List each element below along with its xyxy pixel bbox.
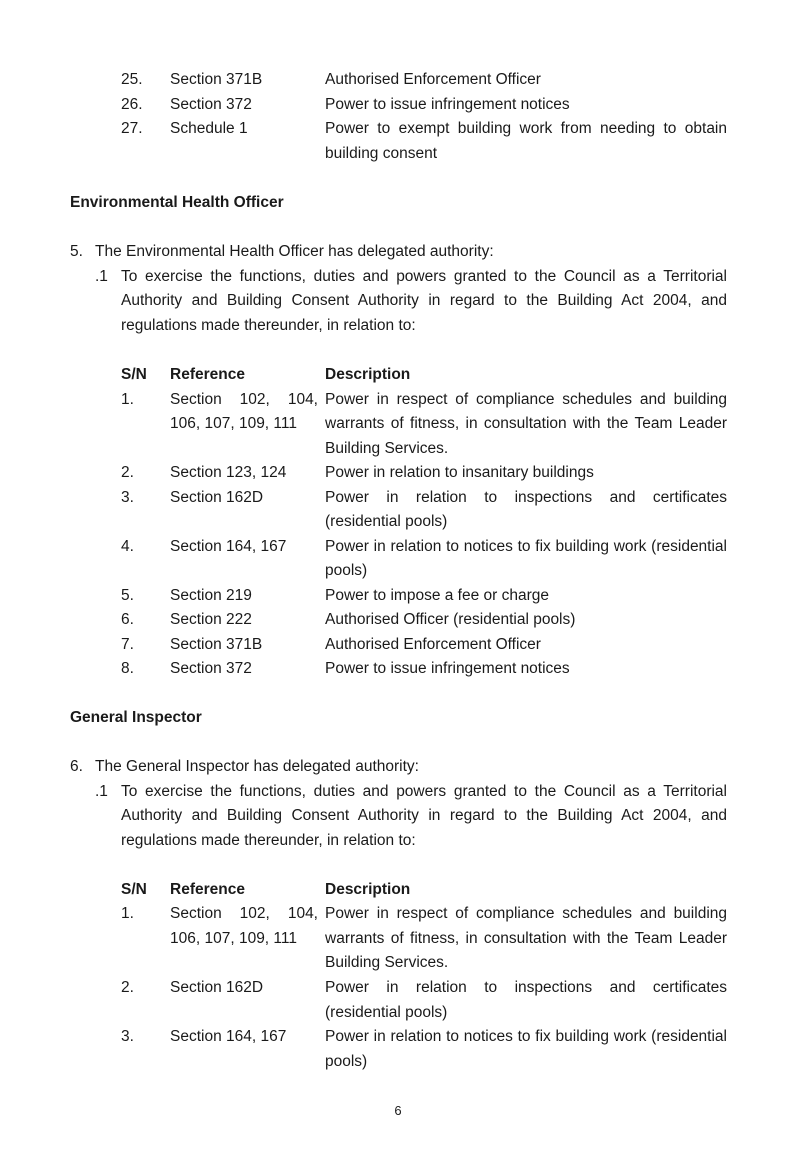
header-sn: S/N <box>121 880 147 898</box>
table-row <box>121 486 727 535</box>
table-header <box>121 363 727 388</box>
paragraph-text: The General Inspector has delegated authority: <box>95 758 419 775</box>
row-description: Power to issue infringement notices <box>325 95 570 113</box>
row-description: Power in relation to insanitary buildings <box>325 464 594 481</box>
row-reference: Section 222 <box>170 611 252 628</box>
page-number: 6 <box>394 1103 402 1118</box>
row-number: 26. <box>121 95 143 113</box>
delegation-paragraph <box>70 755 730 780</box>
section-heading-environmental-health-officer: Environmental Health Officer <box>70 194 284 211</box>
row-description: Power to issue infringement notices <box>325 660 570 677</box>
row-number: 3. <box>121 488 134 506</box>
table-row <box>121 976 727 1025</box>
row-reference: Section 162D <box>170 488 264 506</box>
row-number: 5. <box>121 586 134 604</box>
header-sn: S/N <box>121 366 147 383</box>
section-heading-general-inspector: General Inspector <box>70 709 202 726</box>
row-reference: Section 164, 167 <box>170 537 287 555</box>
row-reference: Section 219 <box>170 586 252 604</box>
table-row <box>121 68 727 93</box>
row-reference: Schedule 1 <box>170 120 248 137</box>
row-description: Power in relation to notices to fix building work (residential pools) <box>325 1028 727 1070</box>
delegation-paragraph <box>70 240 730 265</box>
row-number: 27. <box>121 120 143 137</box>
row-description: Power to exempt building work from needing to obtain building consent <box>325 120 727 162</box>
paragraph-number: 6. <box>70 758 83 775</box>
table-row <box>121 584 727 609</box>
row-number: 8. <box>121 660 134 677</box>
row-reference: Section 372 <box>170 95 252 113</box>
row-description: Authorised Enforcement Officer <box>325 71 541 88</box>
row-description: Authorised Officer (residential pools) <box>325 611 576 628</box>
row-number: 2. <box>121 979 134 996</box>
delegation-subparagraph <box>95 265 727 339</box>
paragraph-number: 5. <box>70 243 83 260</box>
row-description: Power in respect of compliance schedules and building warrants of fitness, in consultation with the Team Leader Building Services. <box>325 390 727 457</box>
row-reference: Section 123, 124 <box>170 464 287 481</box>
row-reference: Section 162D <box>170 979 264 996</box>
header-description: Description <box>325 366 411 383</box>
row-reference: Section 371B <box>170 71 263 88</box>
row-number: 25. <box>121 71 143 88</box>
subparagraph-number: .1 <box>95 782 108 800</box>
row-description: Power in respect of compliance schedules and building warrants of fitness, in consultation with the Team Leader Building Services. <box>325 905 727 971</box>
row-number: 1. <box>121 905 134 922</box>
row-number: 3. <box>121 1028 134 1045</box>
table-row <box>121 1025 727 1074</box>
table-row <box>121 902 727 976</box>
table-row <box>121 461 727 486</box>
row-description: Power in relation to inspections and certificates (residential pools) <box>325 979 727 1021</box>
row-number: 4. <box>121 537 134 555</box>
header-reference: Reference <box>170 880 245 898</box>
row-description: Power in relation to notices to fix building work (residential pools) <box>325 537 727 579</box>
row-reference: Section 102, 104, 106, 107, 109, 111 <box>170 390 318 432</box>
table-row <box>121 388 727 462</box>
row-reference: Section 371B <box>170 635 263 653</box>
row-number: 1. <box>121 390 134 408</box>
row-number: 2. <box>121 464 134 481</box>
table-row <box>121 657 727 682</box>
paragraph-text: The Environmental Health Officer has delegated authority: <box>95 243 494 260</box>
header-description: Description <box>325 880 411 898</box>
row-description: Authorised Enforcement Officer <box>325 635 541 653</box>
row-number: 6. <box>121 611 134 628</box>
delegation-subparagraph <box>95 780 727 854</box>
table-header <box>121 878 727 903</box>
header-reference: Reference <box>170 366 245 383</box>
row-reference: Section 164, 167 <box>170 1028 287 1045</box>
row-reference: Section 102, 104, 106, 107, 109, 111 <box>170 905 318 947</box>
row-number: 7. <box>121 635 134 653</box>
table-row <box>121 117 727 166</box>
table-row <box>121 93 727 118</box>
row-description: Power in relation to inspections and certificates (residential pools) <box>325 488 727 530</box>
subparagraph-text: To exercise the functions, duties and powers granted to the Council as a Territorial Authority and Building Consent Authority in regard to the Building Act 2004, and regulations made thereunder, in relation to: <box>121 782 727 849</box>
subparagraph-text: To exercise the functions, duties and powers granted to the Council as a Territorial Authority and Building Consent Authority in regard to the Building Act 2004, and regulations made thereunder, in relation to: <box>121 267 727 334</box>
table-row <box>121 633 727 658</box>
table-row <box>121 535 727 584</box>
row-reference: Section 372 <box>170 660 252 677</box>
subparagraph-number: .1 <box>95 267 108 285</box>
table-row <box>121 608 727 633</box>
row-description: Power to impose a fee or charge <box>325 586 550 604</box>
